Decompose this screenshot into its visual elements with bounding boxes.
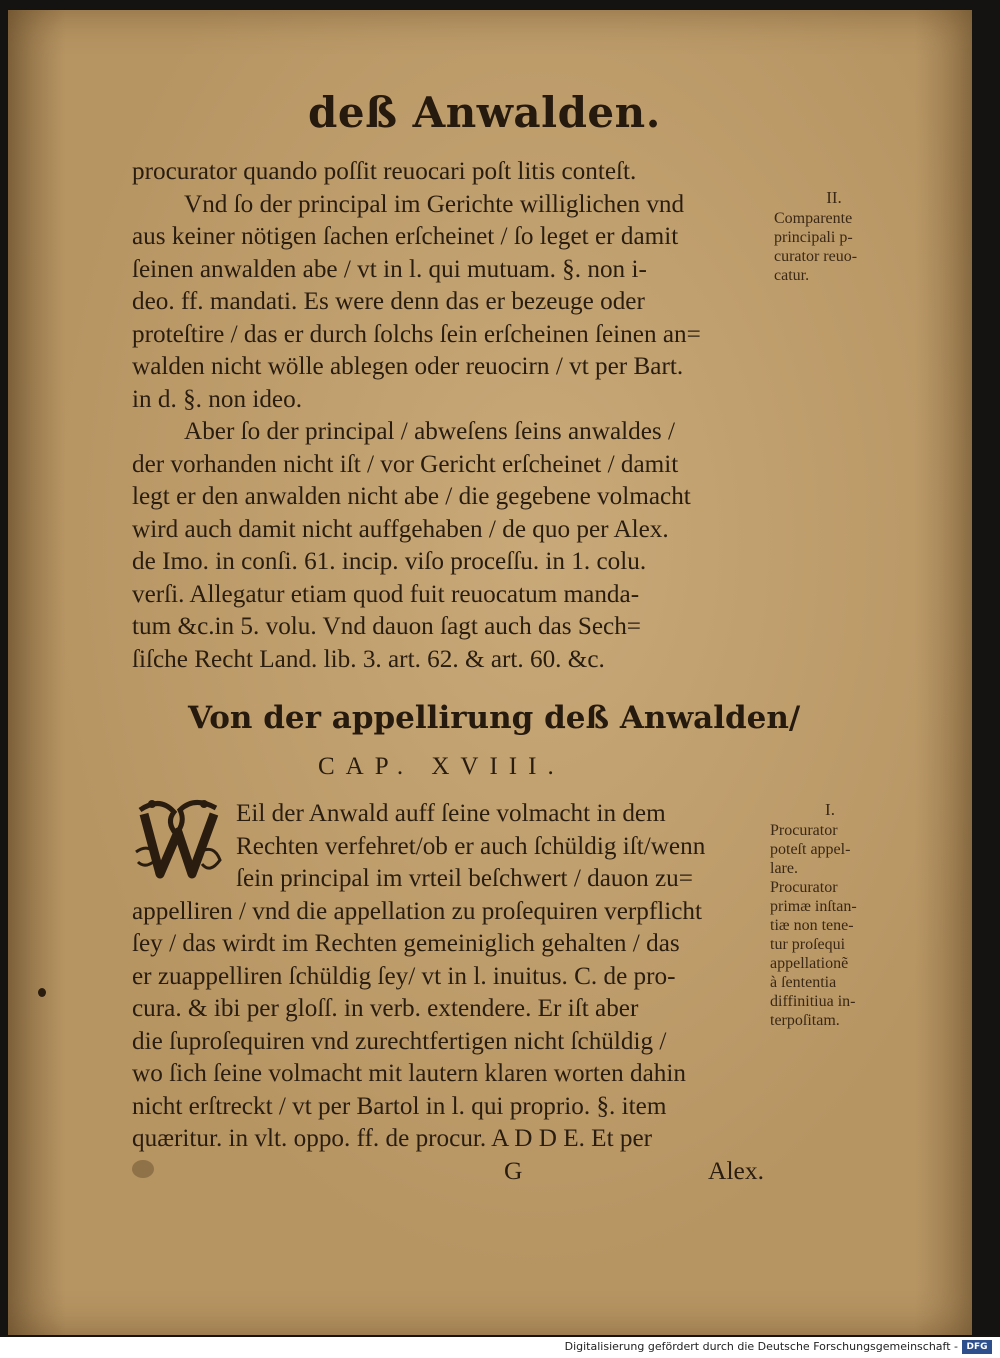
text-line: procurator quando poſſit reuocari poſt litis conteſt. [132,158,637,185]
text-line: in d. §. non ideo. [132,385,303,413]
text-line: appelliren / vnd die appellation zu proſequiren verpflicht [132,897,703,925]
text-line: cura. & ibi per gloſſ. in verb. extendere. Er iſt aber [132,995,639,1022]
margin-note-line: principali p- [774,229,853,246]
text-line: walden nicht wölle ablegen oder reuocirn / vt per Bart. [132,353,684,380]
margin-note-line: terpoſitam. [770,1012,840,1029]
margin-note-line: primæ inſtan- [770,898,857,915]
text-line: ſiſche Recht Land. lib. 3. art. 62. & art. 60. &c. [132,645,605,673]
text-line: legt er den anwalden nicht abe / die gegebene volmacht [132,483,691,510]
signature-mark: G [504,1156,523,1185]
dfg-logo-icon: DFG [962,1340,992,1354]
text-line: ſein principal im vrteil beſchwert / dauon zu= [236,865,693,892]
text-line: Aber ſo der principal / abweſens ſeins anwaldes / [184,418,675,445]
text-line: quæritur. in vlt. oppo. ff. de procur. A D D E. Et per [132,1125,653,1152]
catchword: Alex. [708,1156,764,1185]
chapter-title: Von der appellirung deß Anwalden/ [188,700,801,736]
margin-note-comparente [774,188,894,285]
text-line: verſi. Allegatur etiam quod fuit reuocatum manda- [132,580,640,608]
margin-note-line: Procurator [770,879,838,896]
margin-note-line: Comparente [774,210,853,227]
text-line: de Imo. in conſi. 61. incip. viſo proceſſu. in 1. colu. [132,548,647,575]
text-line: ſeinen anwalden abe / vt in l. qui mutuam. §. non i- [132,255,647,283]
book-page [8,10,972,1335]
chapter-number: CAP. XVIII. [318,753,565,780]
text-line: aus keiner nötigen ſachen erſcheinet / ſo leget er damit [132,223,679,250]
margin-note-line: tiæ non tene- [770,917,854,934]
text-line: die ſuproſequiren vnd zurechtfertigen nicht ſchüldig / [132,1027,667,1055]
page-foot [132,1156,764,1186]
text-line: Vnd ſo der principal im Gerichte williglichen vnd [184,190,685,218]
margin-note-line: catur. [774,267,810,284]
body-text-chapter [132,798,764,1156]
digitization-footer [0,1337,1000,1358]
margin-note-number: I. [825,800,835,819]
body-text-top [132,156,764,676]
margin-note-procurator [770,800,890,1030]
text-line: Rechten verfehret/ob er auch ſchüldig iſt/wenn [236,832,706,860]
text-line: tum &c.in 5. volu. Vnd dauon ſagt auch das Sech= [132,613,642,640]
text-line: Eil der Anwald auff ſeine volmacht in dem [236,800,666,827]
margin-note-line: à ſententia [770,974,837,991]
text-line: der vorhanden nicht iſt / vor Gericht erſcheinet / damit [132,450,679,478]
margin-note-line: diffinitiua in- [770,993,856,1010]
margin-note-line: poteſt appel- [770,841,851,858]
margin-note-line: lare. [770,860,798,877]
text-line: nicht erſtreckt / vt per Bartol in l. qui proprio. §. item [132,1092,667,1120]
funding-credit: Digitalisierung gefördert durch die Deutsche Forschungsgemeinschaft - [564,1340,958,1353]
margin-note-number: II. [826,188,842,207]
ink-blot [38,988,46,997]
margin-note-line: curator reuo- [774,248,858,265]
margin-note-line: Procurator [770,822,838,839]
text-line: proteſtire / das er durch ſolchs ſein erſcheinen ſeinen an= [132,320,701,348]
text-line: wo ſich ſeine volmacht mit lautern klaren worten dahin [132,1060,686,1087]
text-line: er zuappelliren ſchüldig ſey/ vt in l. inuitus. C. de pro- [132,962,676,990]
paper-stain [132,1160,154,1178]
text-line: deo. ff. mandati. Es were denn das er bezeuge oder [132,288,645,315]
running-head: deß Anwalden. [308,88,661,137]
margin-note-line: appellationẽ [770,955,849,972]
margin-note-line: tur proſequi [770,936,846,953]
text-line: ſey / das wirdt im Rechten gemeiniglich gehalten / das [132,930,680,957]
text-line: wird auch damit nicht auffgehaben / de quo per Alex. [132,515,669,543]
